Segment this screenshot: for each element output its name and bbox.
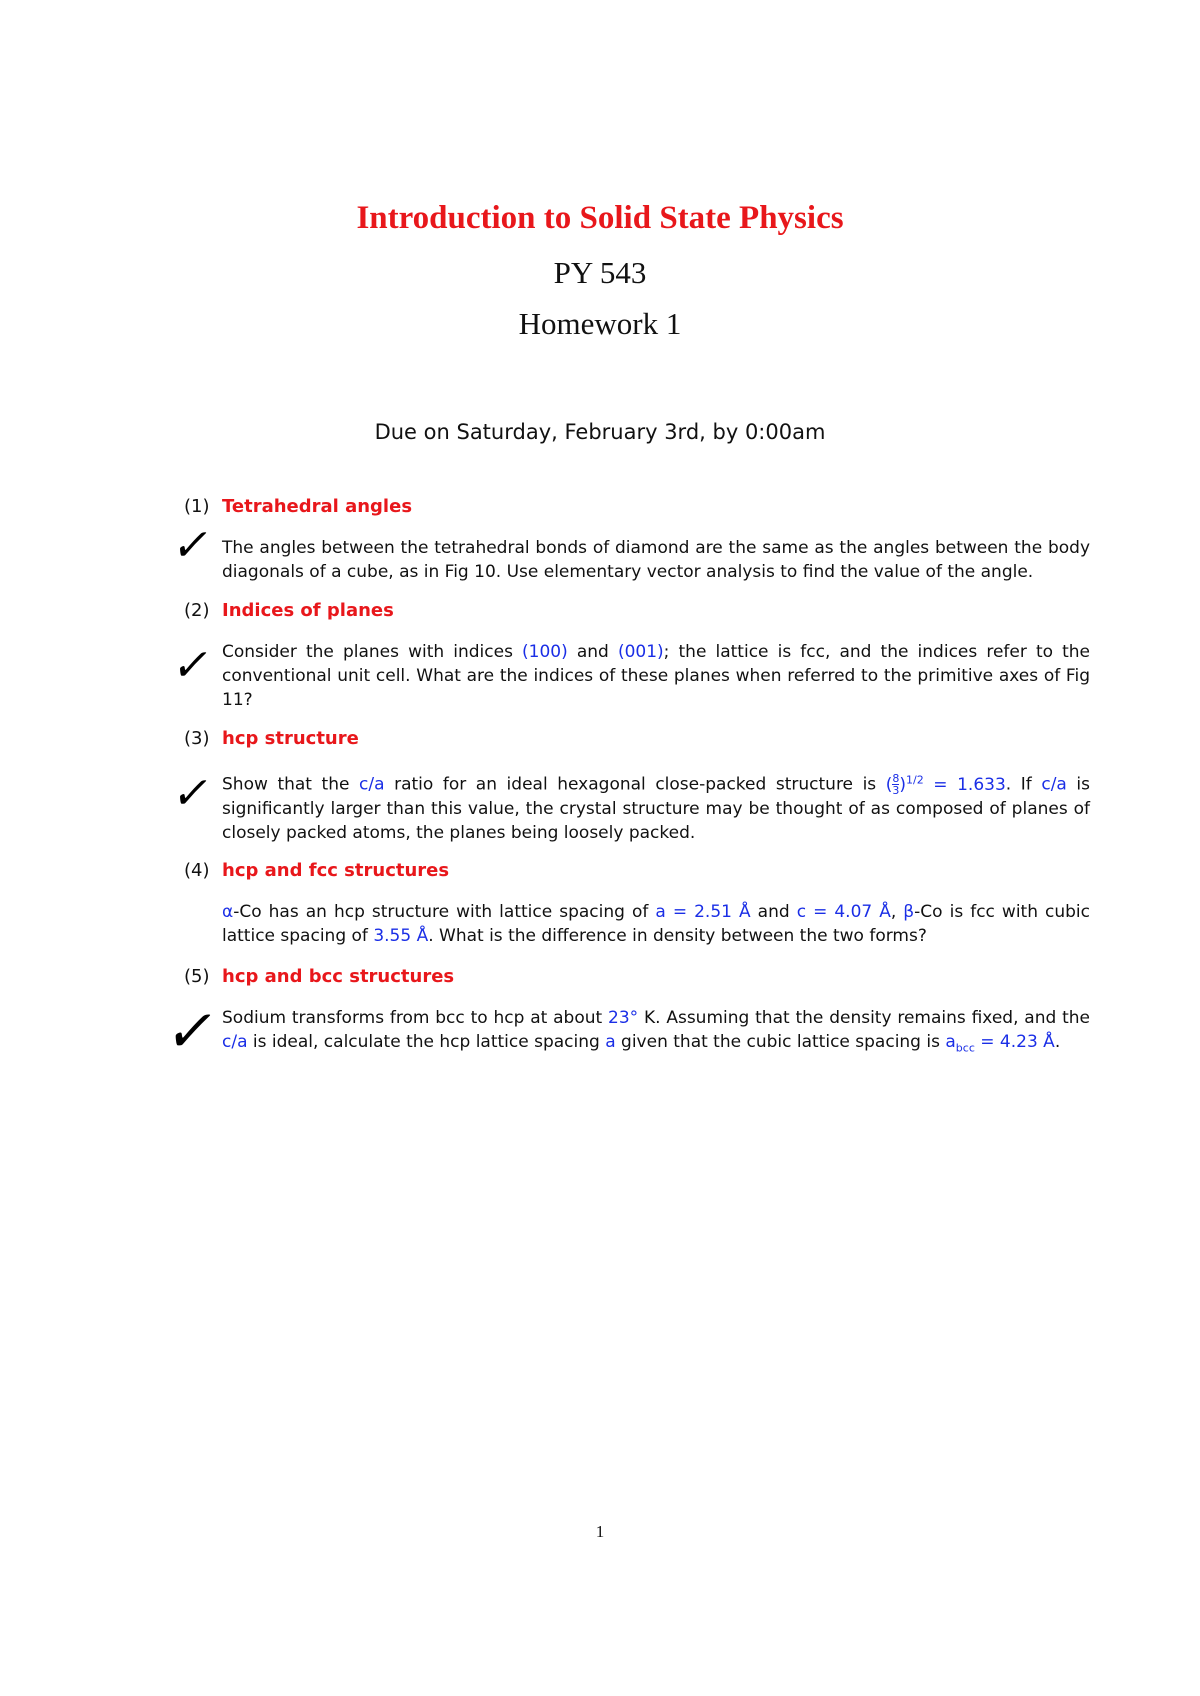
checkmark-icon: ✓ [160, 997, 224, 1065]
problem-number: (1) [184, 496, 210, 517]
homework-title: Homework 1 [518, 306, 682, 341]
problem-title: hcp and fcc structures [222, 860, 450, 881]
ideal-ratio-formula: ( $\frac{8}{3}$ )$^{1/2}$ = 1.633 [885, 772, 1006, 798]
problem-text: The angles between the tetrahedral bonds of diamond are the same as the angles between the body diagonals of a cube, as in Fig 10. Use elementary vector analysis to find the value of the angle. [222, 538, 1090, 582]
problem-number: (2) [184, 600, 210, 621]
problem-title: Indices of planes [222, 600, 394, 621]
plane-index: (100) [522, 642, 568, 662]
checkmark-icon: ✓ [168, 520, 217, 571]
problem-title: Tetrahedral angles [222, 496, 413, 517]
due-date: Due on Saturday, February 3rd, by 0:00am [374, 420, 826, 444]
course-code: PY 543 [553, 255, 647, 290]
problem-text: α-Co has an hcp structure with lattice spacing of a = 2.51 Å and c = 4.07 Å, β-Co is fcc with cubic lattice spacing of 3.55 Å. What is the difference in density between the two forms? [222, 902, 1090, 946]
problem-text: Show that the c/a ratio for an ideal hexagonal close-packed structure is ( $\frac{8}{3}$ )$^{1/2}$ = 1.633. If c/a is significantly larger than this value, the crystal structure may be thought of as composed of planes of closely packed atoms, the planes being loosely packed. [222, 772, 1090, 843]
bcc-spacing: $a_{bcc} = 4.23$ Å [945, 1032, 1055, 1055]
problem-number: (5) [184, 966, 210, 987]
checkmark-icon: ✓ [168, 768, 217, 819]
problem-title: hcp and bcc structures [222, 966, 455, 987]
document-title: Introduction to Solid State Physics [356, 200, 844, 236]
problem-text: Consider the planes with indices (100) and (001); the lattice is fcc, and the indices refer to the conventional unit cell. What are the indices of these planes when referred to the primitive axes of Fig 11? [222, 642, 1091, 710]
problem-text: Sodium transforms from bcc to hcp at about 23° K. Assuming that the density remains fixed, and the c/a is ideal, calculate the hcp lattice spacing a given that the cubic lattice spacing is $a_{bcc} = 4.23$ Å. [222, 1008, 1091, 1055]
checkmark-icon: ✓ [168, 640, 217, 691]
problem-title: hcp structure [222, 728, 359, 749]
problem-number: (4) [184, 860, 210, 881]
problem-number: (3) [184, 728, 210, 749]
plane-index: (001) [617, 642, 664, 662]
page-number: 1 [595, 1522, 605, 1541]
